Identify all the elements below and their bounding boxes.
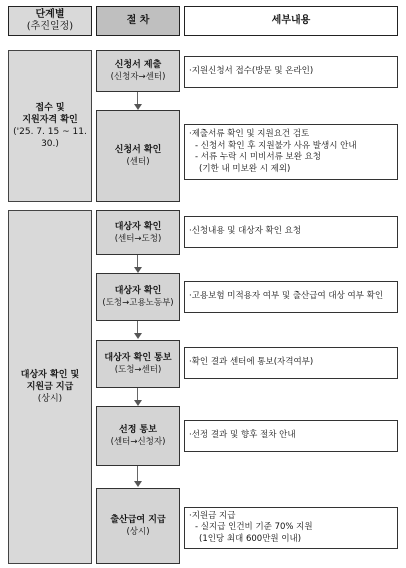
step-title: 대상자 확인 통보: [104, 353, 172, 363]
down-arrow-icon: [134, 481, 142, 487]
detail-line: - 실지급 인건비 기준 70% 지원: [195, 522, 313, 533]
stage-payment-title-1: 대상자 확인 및: [20, 370, 80, 380]
step-box: [96, 110, 180, 202]
step-title: 신청서 제출: [114, 60, 162, 70]
detail-line: - 신청서 확인 후 지원불가 사유 발생시 안내: [195, 140, 357, 151]
step-box: [96, 340, 180, 388]
detail-line: ·제출서류 확인 및 지원요건 검토: [189, 129, 310, 139]
step-sub: (신청자→센터): [110, 72, 166, 82]
step-sub: (상시): [126, 527, 150, 537]
stage-reception-period: ('25. 7. 15 ~ 11. 30.): [13, 127, 87, 149]
step-detail: [184, 507, 398, 549]
header-stage-cell: [8, 6, 92, 36]
detail-line: ·선정 결과 및 향후 절차 안내: [189, 430, 296, 441]
header-detail-title: 세부내용: [271, 15, 311, 26]
step-title: 출산급여 지급: [110, 515, 166, 525]
connector-line: [137, 466, 138, 482]
step-box: [96, 210, 180, 255]
step-title: 선정 통보: [119, 425, 157, 435]
detail-line: ·고용보험 미적용자 여부 및 출산급여 대상 여부 확인: [189, 291, 384, 302]
stage-payment-period: (상시): [37, 394, 63, 404]
detail-line: ·지원신청서 접수(방문 및 온라인): [189, 66, 314, 77]
step-sub: (센터→도청): [114, 233, 162, 244]
header-stage-sub: (추진일정): [26, 21, 74, 32]
header-detail-cell: [184, 6, 398, 36]
step-sub: (도청→센터): [114, 365, 162, 375]
step-sub: (센터→신청자): [110, 437, 166, 447]
detail-line: (1인당 최대 600만원 이내): [199, 533, 302, 544]
step-box: [96, 488, 180, 564]
step-box: [96, 273, 180, 321]
header-stage-title: 단계별: [35, 9, 65, 20]
step-box: [96, 50, 180, 92]
stage-payment-title-2: 지원금 지급: [26, 382, 74, 392]
step-title: 대상자 확인: [114, 286, 162, 296]
step-detail: [184, 124, 398, 180]
step-box: [96, 406, 180, 466]
header-procedure-title: 절 차: [126, 15, 150, 26]
step-title: 대상자 확인: [114, 221, 162, 232]
step-detail: [184, 420, 398, 452]
step-title: 신청서 확인: [114, 145, 162, 155]
detail-line: ·지원금 지급: [189, 510, 236, 521]
stage-payment: [8, 210, 92, 564]
header-procedure-cell: [96, 6, 180, 36]
detail-line: ·확인 결과 센터에 통보(자격여부): [189, 357, 314, 368]
detail-line: ·신청내용 및 대상자 확인 요청: [189, 226, 302, 237]
step-detail: [184, 281, 398, 313]
step-detail: [184, 216, 398, 248]
step-detail: [184, 347, 398, 379]
detail-line: (기한 내 미보완 시 제외): [199, 163, 291, 174]
down-arrow-icon: [134, 333, 142, 339]
step-sub: (센터): [126, 157, 150, 167]
stage-reception: [8, 50, 92, 202]
detail-line: - 서류 누락 시 미비서류 보완 요청: [195, 152, 322, 162]
stage-reception-title-2: 지원자격 확인: [22, 115, 78, 125]
stage-reception-title-1: 접수 및: [35, 103, 65, 113]
step-detail: [184, 56, 398, 88]
step-sub: (도청→고용노동부): [102, 298, 174, 308]
